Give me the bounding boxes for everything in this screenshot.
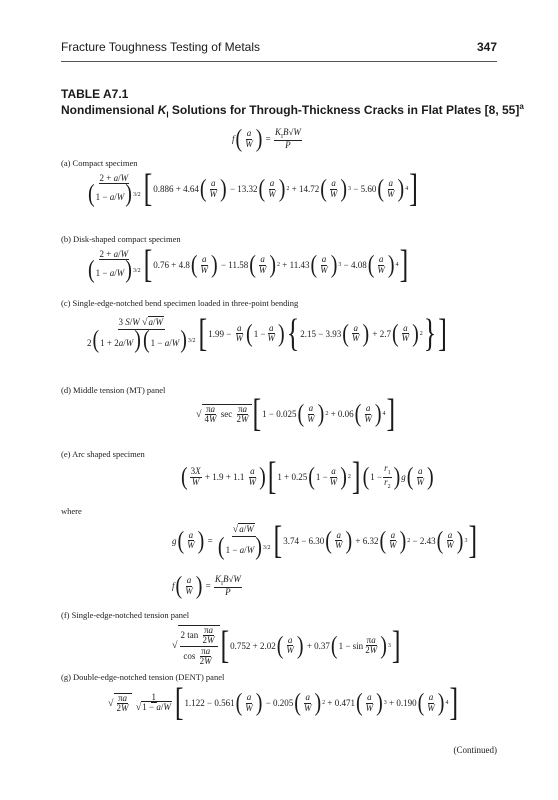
continued-note: (Continued): [453, 745, 497, 755]
table-label: TABLE A7.1: [61, 87, 129, 101]
formula-g: √ $\frac{\pi a}{2W}$ $\frac{1}{√1 - a/W}$ [ 1.122 − 0.561 ( $\frac{a}{W}$ ) − 0.205 ( $\frac{a}{W}$ ) 2 + 0.471 ( $\frac{a}{W}$ ) 3 + 0.190 ( $\frac{a}{W}$ ) 4 ]: [108, 680, 459, 724]
formula-where-g: g ( $\frac{a}{W}$ ) = $\frac{√a/W}{(1 - a/W)^{3/2}}$ [ 3.74 − 6.30 ( $\frac{a}{W}$ ) + 6.32 ( $\frac{a}{W}$ ) 2 − 2.43 ( $\frac{a}{W}$ ) 3 ]: [172, 518, 478, 562]
section-b-label: (b) Disk-shaped compact specimen: [61, 234, 181, 244]
page-number: 347: [476, 40, 497, 54]
formula-b: $\frac{2 + a/W}{(1 - a/W)^{3/2}}$ [ 0.76 + 4.8 ( $\frac{a}{W}$ ) − 11.58 ( $\frac{a}{W}$ ) 2 + 11.43 ( $\frac{a}{W}$ ) 3 − 4.08 ( $\frac{a}{W}$ ) 4 ]: [88, 242, 409, 287]
section-a-label: (a) Compact specimen: [61, 158, 138, 168]
formula-e: ( $\frac{3X}{W}$ + 1.9 + 1.1 $\frac{a}{W}$ ) [ 1 + 0.25 ( 1 − $\frac{a}{W}$ ) 2 ] ( 1 − $\frac{r_1}{r_2}$ ) g ( $\frac{a}{W}$ ): [181, 454, 434, 498]
formula-definition: f ( $\frac{a}{W}$ ) = $\frac{K_IB√W}{P}$: [232, 125, 301, 154]
formula-where-f: f ( $\frac{a}{W}$ ) = $\frac{K_IB√W}{P}$: [172, 572, 241, 601]
header-rule: [61, 61, 497, 62]
table-title: Nondimensional $K_I$ Solutions for Through-Thickness Cracks in Flat Plates [8, 55]$^a$: [61, 102, 524, 120]
section-f-label: (f) Single-edge-notched tension panel: [61, 610, 190, 620]
section-c-label: (c) Single-edge-notched bend specimen loaded in three-point bending: [61, 298, 299, 308]
formula-f: √ 2 tan $\frac{\pi a}{2W}$ cos $\frac{\pi a}{2W}$ [ 0.752 + 2.02 ( $\frac{a}{W}$ ) + 0.37 ( 1 − sin $\frac{\pi a}{2W}$ ) 3 ]: [172, 623, 401, 667]
section-e-label: (e) Arc shaped specimen: [61, 449, 145, 459]
section-g-label: (g) Double-edge-notched tension (DENT) panel: [61, 672, 225, 682]
formula-c: $\frac{3 S/W √a/W}{2(1 + 2a/W) (1 - a/W)^{3/2}}$ [ 1.99 − $\frac{a}{W}$ ( 1 − $\frac{a}{W}$ ) { 2.15 − 3.93 ( $\frac{a}{W}$ ) + 2.7 ( $\frac{a}{W}$ ) 2 } ]: [87, 311, 447, 355]
formula-d: √ $\frac{\pi a}{4W}$ sec $\frac{\pi a}{2W}$ [ 1 − 0.025 ( $\frac{a}{W}$ ) 2 + 0.06 ( $\frac{a}{W}$ ) 4 ]: [196, 391, 396, 435]
where-label: where: [61, 506, 82, 516]
running-header-title: Fracture Toughness Testing of Metals: [61, 40, 260, 54]
formula-a: $\frac{2 + a/W}{(1 - a/W)^{3/2}}$ [ 0.886 + 4.64 ( $\frac{a}{W}$ ) − 13.32 ( $\frac{a}{W}$ ) 2 + 14.72 ( $\frac{a}{W}$ ) 3 − 5.60 ( $\frac{a}{W}$ ) 4 ]: [88, 166, 418, 211]
section-d-label: (d) Middle tension (MT) panel: [61, 385, 166, 395]
